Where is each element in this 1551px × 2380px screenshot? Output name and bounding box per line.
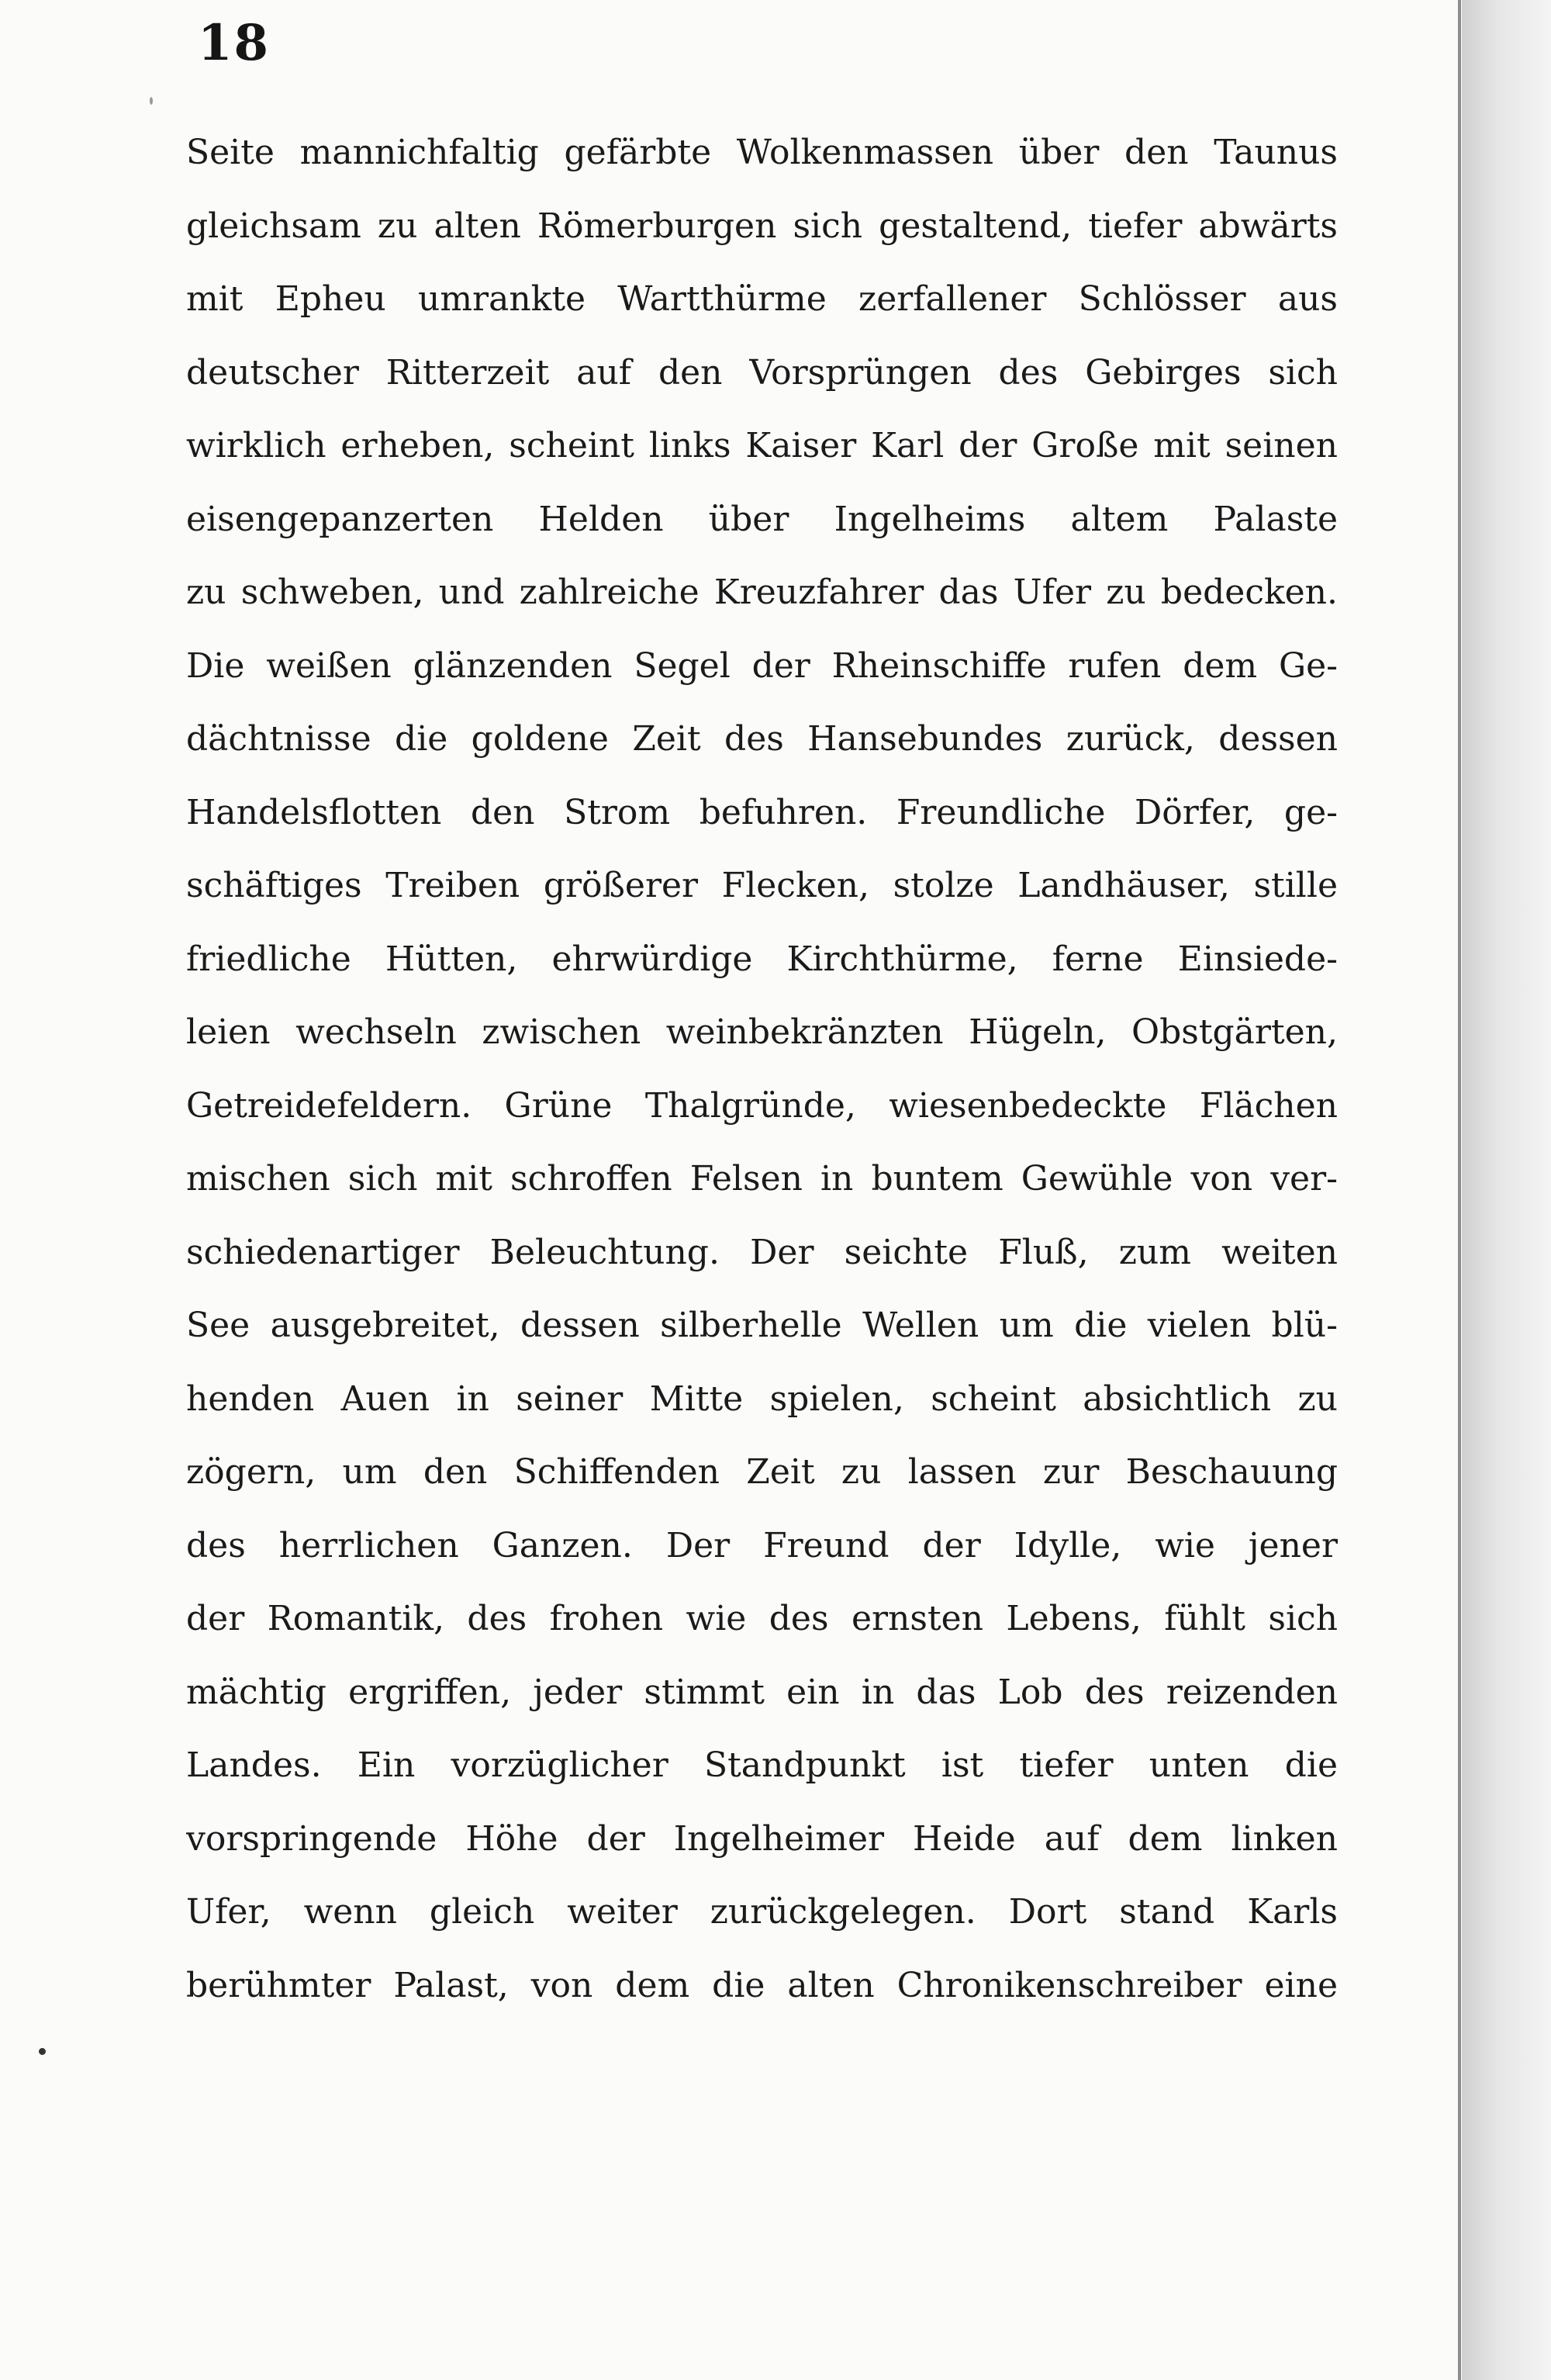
paper-speck [39, 2048, 46, 2055]
text-line: henden Auen in seiner Mitte spielen, scheint absichtlich zu [186, 1379, 1338, 1419]
text-line: Ufer, wenn gleich weiter zurückgelegen. Dort stand Karls [186, 1892, 1338, 1932]
text-line: friedliche Hütten, ehrwürdige Kirchthürme, ferne Einsiede- [186, 939, 1338, 979]
text-line: berühmter Palast, von dem die alten Chronikenschreiber eine [186, 1965, 1338, 2005]
page-edge [1458, 0, 1461, 2380]
text-line: zögern, um den Schiffenden Zeit zu lassen zur Beschauung [186, 1452, 1338, 1492]
text-line: zu schweben, und zahlreiche Kreuzfahrer das Ufer zu bedecken. [186, 573, 1338, 612]
text-line: mit Epheu umrankte Wartthürme zerfallener Schlösser aus [186, 279, 1338, 319]
text-line: Handelsflotten den Strom befuhren. Freundliche Dörfer, ge- [186, 792, 1338, 832]
text-line: See ausgebreitet, dessen silberhelle Wellen um die vielen blü- [186, 1306, 1338, 1345]
text-line: gleichsam zu alten Römerburgen sich gestaltend, tiefer abwärts [186, 206, 1338, 246]
text-line: der Romantik, des frohen wie des ernsten Lebens, fühlt sich [186, 1599, 1338, 1638]
book-gutter [1462, 0, 1551, 2380]
text-line: dächtnisse die goldene Zeit des Hansebundes zurück, dessen [186, 719, 1338, 759]
text-line: Die weißen glänzenden Segel der Rheinschiffe rufen dem Ge- [186, 645, 1338, 686]
text-line: mischen sich mit schroffen Felsen in buntem Gewühle von ver- [186, 1159, 1338, 1199]
text-line: Seite mannichfaltig gefärbte Wolkenmassen über den Taunus [186, 133, 1338, 172]
text-line: schäftiges Treiben größerer Flecken, stolze Landhäuser, stille [186, 866, 1338, 905]
text-line: vorspringende Höhe der Ingelheimer Heide auf dem linken [186, 1818, 1338, 1859]
text-line: Landes. Ein vorzüglicher Standpunkt ist tiefer unten die [186, 1745, 1338, 1785]
body-text [186, 116, 1338, 2022]
page-number: 18 [198, 14, 271, 72]
text-line: schiedenartiger Beleuchtung. Der seichte Fluß, zum weiten [186, 1232, 1338, 1272]
text-line: des herrlichen Ganzen. Der Freund der Idylle, wie jener [186, 1525, 1338, 1565]
text-line: deutscher Ritterzeit auf den Vorsprüngen des Gebirges sich [186, 352, 1338, 393]
text-line: wirklich erheben, scheint links Kaiser Karl der Große mit seinen [186, 426, 1338, 465]
text-line: eisengepanzerten Helden über Ingelheims altem Palaste [186, 499, 1338, 539]
text-line: leien wechseln zwischen weinbekränzten Hügeln, Obstgärten, [186, 1012, 1338, 1052]
paper-speck [150, 97, 153, 105]
text-line: mächtig ergriffen, jeder stimmt ein in das Lob des reizenden [186, 1672, 1338, 1712]
text-line: Getreidefeldern. Grüne Thalgründe, wiesenbedeckte Flächen [186, 1085, 1338, 1126]
